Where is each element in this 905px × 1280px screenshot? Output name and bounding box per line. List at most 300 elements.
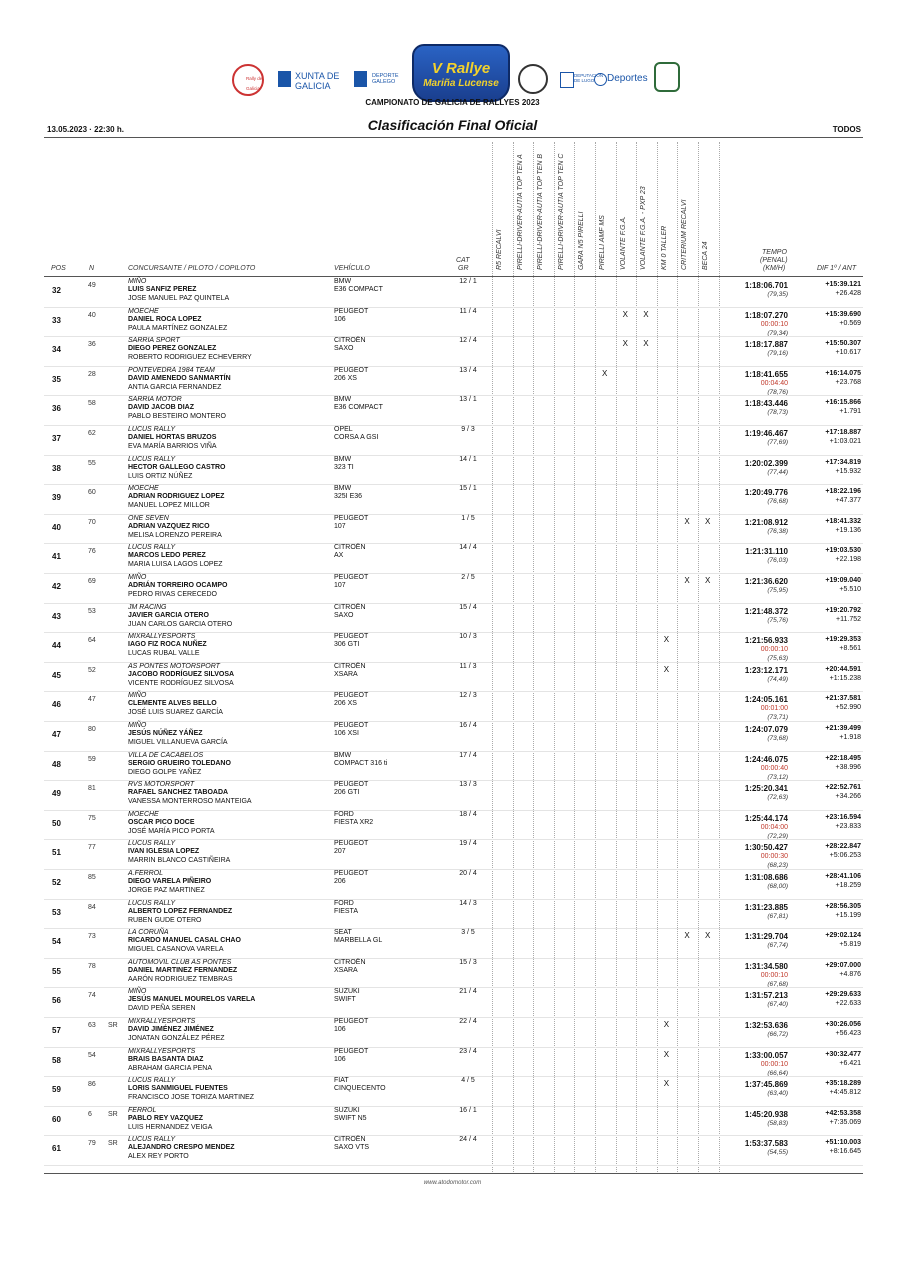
position: 35 (52, 374, 61, 384)
team-name: MIXRALLYESPORTS (128, 1047, 196, 1055)
codriver-name: LUIS HERNANDEZ VEIGA (128, 1123, 213, 1131)
vehicle-model: COMPACT 316 ti (334, 759, 388, 767)
codriver-name: EVA MARÍA BARRIOS VIÑA (128, 443, 217, 450)
average-speed: (79,16) (767, 350, 788, 358)
category-group: 15 / 3 (459, 958, 477, 966)
diff-previous: +34.266 (835, 793, 861, 801)
car-number: 59 (88, 755, 96, 763)
trophy-col-label: VOLANTE F.G.A. - PXP 23 (640, 186, 648, 270)
vehicle-model: 107 (334, 522, 346, 530)
car-number: 70 (88, 518, 96, 526)
trophy-mark: X (684, 931, 690, 941)
diff-previous: +1:03.021 (829, 438, 861, 445)
codriver-name: FRANCISCO JOSE TORIZA MARTINEZ (128, 1094, 255, 1102)
category-group: 3 / 5 (461, 929, 475, 937)
report-date: 13.05.2023 · 22:30 h. (47, 125, 124, 134)
penalty-time: 00:00:10 (760, 320, 788, 328)
driver-name: ALEJANDRO CRESPO MENDEZ (128, 1144, 235, 1152)
average-speed: (67,40) (767, 1001, 788, 1009)
diff-first: +17:18.887 (825, 429, 861, 436)
penalty-time: 00:00:40 (760, 764, 788, 772)
table-row (44, 544, 863, 574)
vehicle-make: PEUGEOT (334, 366, 369, 374)
stage-time: 1:20:49.776 (744, 488, 788, 498)
team-name: A.FERROL (128, 870, 164, 877)
car-number: 49 (88, 282, 96, 289)
diff-first: +19:20.792 (825, 606, 861, 614)
stage-time: 1:18:41.655 (744, 369, 788, 379)
car-number: 52 (88, 666, 96, 674)
trophy-col-label: PIRELLI-DRIVER-AUTIA TOP TEN B (537, 153, 545, 270)
codriver-name: MARIA LUISA LAGOS LOPEZ (128, 561, 223, 569)
position: 58 (52, 1055, 61, 1065)
vehicle-model: SAXO (334, 345, 354, 353)
diff-first: +42:53.358 (825, 1109, 861, 1117)
row-separator (44, 1165, 863, 1166)
stage-time: 1:24:07.079 (744, 725, 788, 734)
vehicle-model: 107 (334, 582, 346, 589)
category-group: 17 / 4 (459, 751, 477, 759)
vehicle-make: PEUGEOT (334, 870, 369, 877)
diff-previous: +38.996 (835, 763, 861, 771)
diff-previous: +5:06.253 (829, 852, 861, 860)
stage-time: 1:25:44.174 (744, 813, 788, 823)
diff-previous: +52.990 (835, 704, 861, 712)
diff-first: +17:34.819 (825, 458, 861, 466)
vehicle-model: FIESTA XR2 (334, 818, 374, 826)
vehicle-model: FIESTA (334, 907, 358, 915)
page-title: Clasificación Final Oficial (367, 117, 538, 133)
category-group: 19 / 4 (459, 840, 477, 848)
club-badge-logo (518, 64, 548, 94)
diff-previous: +5.819 (839, 941, 861, 949)
car-number: 62 (88, 430, 96, 437)
diff-previous: +8.561 (839, 645, 861, 653)
vehicle-make: SUZUKI (334, 988, 360, 996)
position: 53 (52, 907, 61, 917)
table-row (44, 278, 863, 308)
table-row (44, 308, 863, 338)
col-vehicle: VEHÍCULO (334, 265, 370, 272)
diff-first: +22:52.761 (825, 784, 861, 792)
col-competitor: CONCURSANTE / PILOTO / COPILOTO (128, 265, 256, 272)
codriver-name: DAVID PEÑA SEREN (128, 1005, 196, 1013)
team-name: SARRIA SPORT (128, 337, 180, 345)
stage-time: 1:33:00.057 (744, 1050, 788, 1060)
diff-first: +19:29.353 (825, 636, 861, 644)
table-row (44, 515, 863, 545)
stage-time: 1:53:37.583 (744, 1139, 788, 1149)
average-speed: (66,64) (767, 1069, 788, 1077)
car-number: 60 (88, 489, 96, 497)
driver-name: ADRIAN RODRIGUEZ LOPEZ (128, 493, 225, 501)
position: 42 (52, 582, 61, 591)
team-name: FERROL (128, 1106, 157, 1114)
driver-name: PABLO REY VAZQUEZ (128, 1114, 204, 1122)
position: 51 (52, 848, 61, 858)
diff-previous: +1.918 (839, 734, 861, 741)
driver-name: DAVID JACOB DIAZ (128, 404, 194, 412)
table-row (44, 692, 863, 722)
average-speed: (79,34) (767, 329, 788, 337)
logo-strip (0, 44, 905, 100)
position: 60 (52, 1114, 61, 1124)
driver-name: RICARDO MANUEL CASAL CHAO (128, 937, 241, 945)
codriver-name: PABLO BESTEIRO MONTERO (128, 413, 226, 421)
average-speed: (79,35) (767, 291, 788, 298)
position: 37 (52, 434, 61, 443)
team-name: PONTEVEDRA 1984 TEAM (128, 366, 215, 374)
car-number: 77 (88, 844, 96, 852)
car-number: 28 (88, 370, 96, 378)
driver-name: JESÚS NÚÑEZ YÁÑEZ (128, 730, 203, 737)
car-number: 58 (88, 400, 96, 408)
vehicle-make: CITROËN (334, 1136, 366, 1144)
penalty-time: 00:00:30 (760, 853, 788, 861)
average-speed: (68,00) (767, 883, 788, 890)
car-number: 47 (88, 696, 96, 704)
vehicle-model: E36 COMPACT (334, 286, 383, 293)
average-speed: (63,40) (767, 1090, 788, 1098)
driver-name: JACOBO RODRÍGUEZ SILVOSA (128, 670, 235, 678)
car-number: 85 (88, 874, 96, 881)
diff-first: +28:41.106 (825, 873, 861, 880)
table-row (44, 604, 863, 634)
driver-name: DANIEL ROCA LOPEZ (128, 315, 202, 323)
trophy-col-header (517, 142, 531, 270)
codriver-name: JONATAN GONZÁLEZ PÉREZ (128, 1035, 225, 1042)
driver-name: DAVID JIMÉNEZ JIMÉNEZ (128, 1026, 214, 1033)
category-group: 11 / 4 (459, 307, 477, 315)
stage-time: 1:18:17.887 (744, 340, 788, 350)
team-name: MIXRALLYESPORTS (128, 1018, 196, 1025)
trophy-mark: X (705, 576, 711, 585)
sr-flag: SR (108, 1022, 118, 1029)
diff-previous: +11.752 (836, 615, 861, 623)
stage-time: 1:37:45.869 (744, 1080, 788, 1090)
codriver-name: VANESSA MONTERROSO MANTEIGA (128, 798, 252, 806)
trophy-col-header (640, 142, 654, 270)
team-name: MIÑO (128, 988, 147, 996)
vehicle-make: PEUGEOT (334, 633, 369, 641)
rally-event-logo-bottom: Mariña Lucense (423, 78, 499, 89)
rally-event-logo (412, 44, 510, 102)
vehicle-make: PEUGEOT (334, 722, 369, 729)
category-group: 14 / 4 (459, 544, 477, 552)
driver-name: LUIS SANFIZ PEREZ (128, 286, 197, 293)
codriver-name: LUCAS RUBAL VALLE (128, 650, 200, 658)
trophy-col-label: GARA N5 PIRELLI (578, 211, 586, 270)
col-speed: (KM/H) (763, 265, 786, 272)
position: 49 (52, 789, 61, 799)
vehicle-model: 206 XS (334, 700, 357, 708)
category-group: 21 / 4 (459, 988, 477, 996)
category-group: 22 / 4 (459, 1018, 477, 1025)
driver-name: LORIS SANMIGUEL FUENTES (128, 1085, 228, 1093)
trophy-col-header (681, 142, 695, 270)
vehicle-make: PEUGEOT (334, 1018, 369, 1025)
vehicle-model: 106 (334, 1055, 346, 1063)
table-row (44, 811, 863, 841)
codriver-name: MIGUEL CASANOVA VARELA (128, 946, 224, 954)
col-cat: CAT (456, 257, 470, 264)
category-group: 16 / 4 (459, 722, 477, 729)
stage-time: 1:21:08.912 (744, 517, 788, 527)
car-number: 54 (88, 1051, 96, 1059)
vehicle-model: AX (334, 552, 344, 560)
codriver-name: DIEGO GOLPE YAÑEZ (128, 768, 202, 776)
vehicle-model: 306 GTI (334, 641, 360, 649)
vehicle-make: FORD (334, 899, 354, 907)
table-row (44, 840, 863, 870)
diff-previous: +1:15.238 (829, 674, 861, 682)
average-speed: (76,68) (767, 498, 788, 506)
average-speed: (54,55) (767, 1149, 788, 1157)
team-name: LA CORUÑA (128, 929, 169, 937)
xunta-logo-icon (278, 71, 291, 87)
rally-galicia-logo-text: Rally de Galicia (246, 76, 263, 91)
deportes-logo-text: Deportes (607, 73, 648, 84)
trophy-col-header (661, 142, 675, 270)
diff-first: +51:10.003 (825, 1139, 861, 1147)
category-group: 23 / 4 (459, 1047, 477, 1055)
team-name: MIXRALLYESPORTS (128, 633, 196, 641)
driver-name: RAFAEL SANCHEZ TABOADA (128, 789, 229, 797)
diff-first: +18:41.332 (825, 517, 861, 525)
trophy-mark: X (684, 516, 690, 526)
driver-name: DANIEL HORTAS BRUZOS (128, 434, 217, 441)
average-speed: (75,95) (767, 587, 788, 594)
stage-time: 1:30:50.427 (744, 843, 788, 853)
car-number: 73 (88, 933, 96, 941)
vehicle-make: SEAT (334, 929, 352, 937)
codriver-name: AARÓN RODRIGUEZ TEMBRAS (128, 975, 233, 983)
category-group: 2 / 5 (461, 574, 475, 581)
position: 39 (52, 493, 61, 503)
trophy-col-header (558, 142, 572, 270)
diff-first: +18:22.196 (825, 488, 861, 496)
driver-name: OSCAR PICO DOCE (128, 818, 195, 826)
vehicle-make: CITROËN (334, 603, 366, 611)
stage-time: 1:31:08.686 (744, 873, 788, 882)
penalty-time: 00:00:10 (760, 646, 788, 654)
trophy-mark: X (705, 516, 711, 526)
table-row (44, 485, 863, 515)
codriver-name: PEDRO RIVAS CERECEDO (128, 591, 217, 598)
diff-first: +28:56.305 (825, 902, 861, 910)
trophy-col-label: CRITERIUM RECALVI (681, 199, 689, 270)
average-speed: (67,68) (767, 980, 788, 988)
car-number: 36 (88, 341, 96, 349)
stage-time: 1:21:48.372 (744, 606, 788, 616)
car-number: 63 (88, 1022, 96, 1029)
trophy-mark: X (663, 1079, 670, 1089)
category-group: 10 / 3 (459, 633, 477, 641)
codriver-name: ROBERTO RODRIGUEZ ECHEVERRY (128, 354, 252, 362)
average-speed: (78,73) (767, 409, 788, 417)
position: 52 (52, 878, 61, 887)
team-name: MOECHE (128, 485, 159, 493)
driver-name: DANIEL MARTINEZ FERNANDEZ (128, 966, 238, 974)
trophy-mark: X (602, 368, 608, 378)
vehicle-make: SUZUKI (334, 1106, 360, 1114)
car-number: 69 (88, 578, 96, 585)
vehicle-model: E36 COMPACT (334, 404, 383, 412)
average-speed: (78,76) (767, 388, 788, 396)
team-name: MIÑO (128, 574, 147, 581)
diff-first: +30:26.056 (825, 1021, 861, 1028)
trophy-col-header (620, 142, 634, 270)
table-row (44, 1077, 863, 1107)
position: 59 (52, 1085, 61, 1095)
championship-title: CAMPIONATO DE GALICIA DE RALLYES 2023 (365, 98, 540, 107)
diff-first: +29:02.124 (825, 932, 861, 940)
stage-time: 1:31:57.213 (744, 991, 788, 1001)
trophy-col-label: PIRELLI-DRIVER-AUTIA TOP TEN A (516, 154, 524, 270)
vehicle-make: BMW (334, 396, 352, 404)
team-name: LUCUS RALLY (128, 1077, 176, 1085)
diff-first: +15:50.307 (825, 340, 861, 348)
diff-previous: +15.199 (835, 911, 861, 919)
team-name: JM RACING (128, 603, 167, 611)
diff-first: +22:18.495 (825, 754, 861, 762)
stage-time: 1:24:46.075 (744, 754, 788, 764)
trophy-mark: X (663, 635, 670, 645)
diff-first: +19:09.040 (825, 577, 861, 584)
category-group: 12 / 1 (459, 278, 477, 285)
diff-previous: +1.791 (839, 408, 861, 416)
vehicle-make: OPEL (334, 426, 353, 433)
stage-time: 1:20:02.399 (744, 458, 788, 468)
driver-name: IVAN IGLESIA LOPEZ (128, 848, 200, 856)
diff-previous: +18.259 (835, 882, 861, 889)
car-number: 40 (88, 311, 96, 319)
sr-flag: SR (108, 1110, 118, 1118)
driver-name: CLEMENTE ALVES BELLO (128, 700, 217, 708)
table-row (44, 781, 863, 811)
car-number: 75 (88, 814, 96, 822)
position: 32 (52, 286, 61, 295)
diff-previous: +47.377 (835, 497, 861, 505)
average-speed: (74,49) (767, 675, 788, 683)
position: 54 (52, 937, 61, 947)
diff-first: +20:44.591 (825, 665, 861, 673)
car-number: 78 (88, 962, 96, 970)
average-speed: (68,23) (767, 862, 788, 870)
rally-event-logo-top: V Rallye (431, 60, 491, 77)
diff-first: +15:39.690 (825, 310, 861, 318)
category-group: 12 / 3 (459, 692, 477, 700)
table-row (44, 367, 863, 397)
average-speed: (72,29) (767, 832, 788, 840)
category-group: 4 / 5 (461, 1077, 475, 1085)
codriver-name: JOSÉ LUIS SUAREZ GARCÍA (128, 709, 223, 717)
driver-name: ADRIÁN TORREIRO OCAMPO (128, 582, 228, 589)
codriver-name: MELISA LORENZO PEREIRA (128, 531, 222, 539)
average-speed: (76,38) (767, 527, 788, 535)
trophy-mark: X (684, 576, 690, 585)
codriver-name: MARRIN BLANCO CASTIÑEIRA (128, 857, 231, 865)
trophy-col-header (496, 142, 510, 270)
stage-time: 1:31:34.580 (744, 961, 788, 971)
position: 34 (52, 345, 61, 355)
average-speed: (77,44) (767, 468, 788, 476)
table-row (44, 574, 863, 604)
team-name: MIÑO (128, 722, 147, 729)
car-number: 86 (88, 1081, 96, 1089)
trophy-mark: X (663, 1049, 670, 1059)
team-name: RVS MOTORSPORT (128, 781, 195, 789)
category-group: 15 / 4 (459, 603, 477, 611)
vehicle-make: PEUGEOT (334, 781, 369, 789)
diff-previous: +15.932 (835, 467, 861, 475)
stage-time: 1:24:05.161 (744, 695, 788, 705)
position: 47 (52, 730, 61, 739)
average-speed: (77,69) (767, 439, 788, 446)
car-number: 79 (88, 1140, 96, 1148)
vehicle-make: BMW (334, 751, 352, 759)
driver-name: ADRIAN VAZQUEZ RICO (128, 522, 210, 530)
diff-first: +35:18.289 (825, 1080, 861, 1088)
average-speed: (66,72) (767, 1031, 788, 1038)
trophy-col-label: BECA 24 (702, 241, 709, 270)
car-number: 64 (88, 637, 96, 645)
average-speed: (76,03) (767, 557, 788, 565)
vehicle-make: FORD (334, 810, 354, 818)
codriver-name: JUAN CARLOS GARCIA OTERO (128, 620, 233, 628)
vehicle-model: SAXO VTS (334, 1144, 370, 1152)
diff-first: +29:29.633 (825, 991, 861, 999)
team-name: MOECHE (128, 810, 159, 818)
vehicle-model: 106 XSI (334, 730, 359, 737)
stage-time: 1:32:53.636 (744, 1021, 788, 1030)
driver-name: DIEGO VARELA PIÑEIRO (128, 878, 212, 885)
vehicle-make: PEUGEOT (334, 574, 369, 581)
stage-time: 1:18:07.270 (744, 310, 788, 320)
category-group: 1 / 5 (461, 514, 475, 522)
team-name: LUCUS RALLY (128, 899, 176, 907)
car-number: 76 (88, 548, 96, 556)
table-bottom-divider (44, 1173, 863, 1174)
car-number: 74 (88, 992, 96, 1000)
category-group: 12 / 4 (459, 337, 477, 345)
codriver-name: LUIS ORTIZ NÚÑEZ (128, 472, 193, 480)
vehicle-make: CITROËN (334, 337, 366, 345)
average-speed: (58,83) (767, 1119, 788, 1127)
xunta-logo-text: XUNTA DE GALICIA (295, 71, 340, 91)
diff-first: +30:32.477 (825, 1050, 861, 1058)
team-name: VILLA DE CACABELOS (128, 751, 204, 759)
average-speed: (75,76) (767, 616, 788, 624)
table-row (44, 752, 863, 782)
team-name: AUTOMOVIL CLUB AS PONTES (128, 958, 232, 966)
category-group: 18 / 4 (459, 810, 477, 818)
table-row (44, 456, 863, 486)
position: 45 (52, 670, 61, 680)
vehicle-model: 206 (334, 878, 346, 885)
vehicle-model: 323 TI (334, 463, 354, 471)
trophy-mark: X (622, 309, 628, 319)
trophy-col-label: KM 0 TALLER (660, 225, 668, 270)
position: 43 (52, 611, 61, 621)
codriver-name: MANUEL LOPEZ MILLOR (128, 502, 210, 510)
car-number: 80 (88, 726, 96, 733)
stage-time: 1:21:31.110 (745, 547, 788, 557)
diff-previous: +22.198 (835, 556, 861, 564)
average-speed: (73,71) (767, 714, 788, 722)
team-name: LUCUS RALLY (128, 426, 176, 433)
codriver-name: JORGE PAZ MARTINEZ (128, 887, 205, 894)
